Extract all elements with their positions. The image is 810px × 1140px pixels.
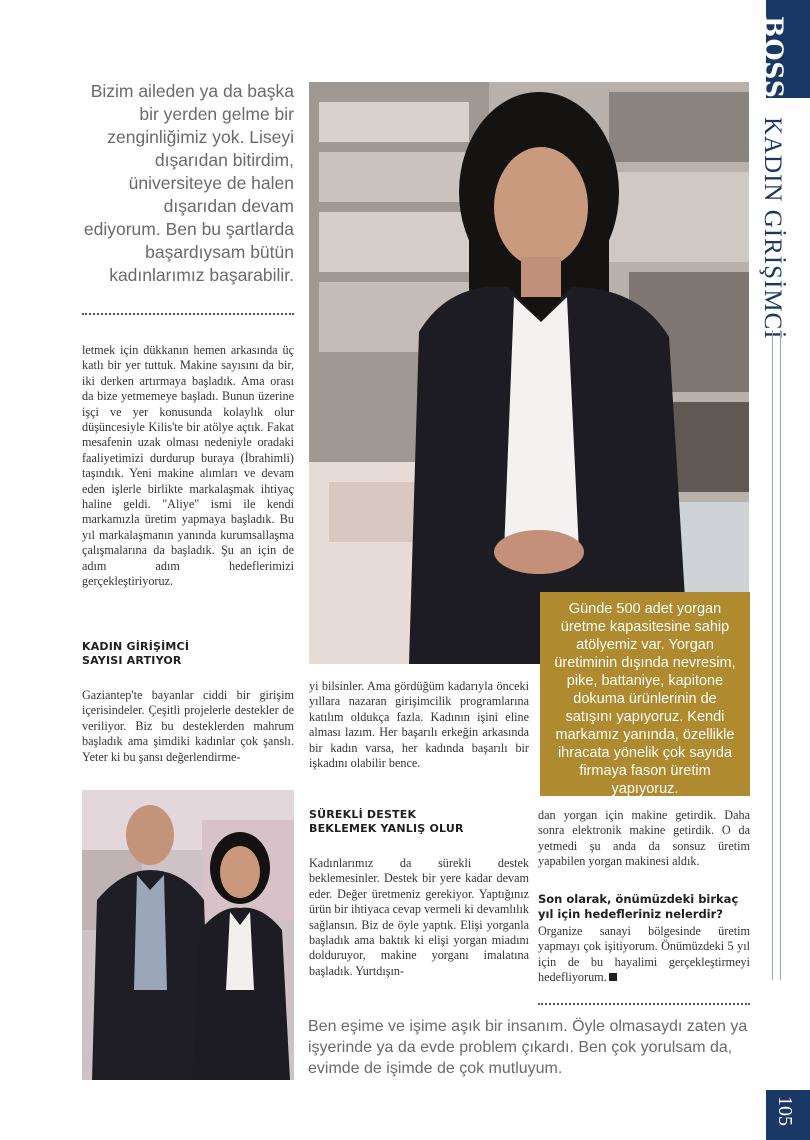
portrait-illustration bbox=[309, 82, 749, 664]
subheading-2 bbox=[309, 808, 529, 836]
body-text-col1: letmek için dükkanın hemen arkasında üç katlı bir yer tuttuk. Makine sayısını da bir, iki derken artırmaya başladık. Ama orası da bize yetmemeye başladı. Bunun üzerine işçi ve yer konusunda kolaylık olur düşüncesiyle Kilis'te bir atölye açtık. Fakat mesafenin uzak olması nedeniyle oradaki faaliyetimizi durdurup buraya (İbrahimli) taşındık. Yeni makine alımları ve devam eden işlerle birlikte markalaşmak ihtiyaç haline geldi. "Aliye" ismi ile kendi markamızla üretim yapmaya başladık. Bu yıl markalaşmanın yanında kurumsallaşma çalışmalarına da başladık. Şu an için de adım adım hedeflerimizi gerçekleştiriyoruz. bbox=[82, 343, 294, 589]
couple-photo bbox=[82, 790, 294, 1080]
body-text-col3-b: Organize sanayi bölgesinde üretim yapmayı çok işitiyorum. Önümüzdeki 5 yıl için de bu hayalimi gerçekleştirmeyi hedefliyorum. bbox=[538, 924, 750, 985]
body-text-col1-b: Gaziantep'te bayanlar ciddi bir girişim içerisindeler. Çeşitli projelerle destekler de veriliyor. Biz bu desteklerden mahrum başladık ama şimdiki kadınlar çok şanslı. Yeter ki bu şansı değerlendirme- bbox=[82, 688, 294, 764]
body-text-col3: dan yorgan için makine getirdik. Daha sonra elektronik makine getirdik. O da yetmedi şu anda da sonsuz üretim yapabilen yorgan makinesi aldık. bbox=[538, 808, 750, 869]
magazine-brand: BOSS bbox=[759, 16, 788, 99]
side-band bbox=[759, 0, 810, 1140]
page-number: 105 bbox=[774, 1096, 796, 1126]
pull-quote-bottom: Ben eşime ve işime aşık bir insanım. Öyle olmasaydı zaten ya işyerinde ya da evde problem çıkardı. Ben çok yorulsam da, evimde de işimde de çok mutluyum. bbox=[308, 1018, 748, 1077]
portrait-photo bbox=[309, 82, 749, 664]
subheading-1-line1: KADIN GİRİŞİMCİ bbox=[82, 640, 190, 653]
callout-box: Günde 500 adet yorgan üretme kapasitesine sahip atölyemiz var. Yorgan üretiminin dışında nevresim, pike, battaniye, kapitone dokuma ürünlerinin de satışını yapıyoruz. Kendi markamız yanında, özellikle ihracata yönelik çok sayıda firmaya fason üretim yapıyoruz. bbox=[540, 592, 750, 796]
subheading-2-line2: BEKLEMEK YANLIŞ OLUR bbox=[309, 822, 464, 835]
side-rule bbox=[772, 330, 773, 980]
side-rule bbox=[780, 330, 781, 980]
end-mark bbox=[609, 973, 617, 981]
body-text-col2: yi bilsinler. Ama gördüğüm kadarıyla önceki yıllara nazaran girişimcilik programlarına katılım oldukça fazla. Kadının işini eline alması lazım. Her başarılı erkeğin arkasında bir kadın varsa, her kadında başarılı bir işkadını olabilir bence. bbox=[309, 679, 529, 771]
section-title: KADIN GİRİŞİMCİ bbox=[759, 116, 786, 340]
dotted-divider-bottom bbox=[538, 1003, 750, 1005]
pull-quote-top: Bizim aileden ya da başka bir yerden gelme bir zenginliğimiz yok. Liseyi dışarıdan bitirdim, üniversiteye de halen dışarıdan devam ediyorum. Ben bu şartlarda başardıysam bütün kadınlarımız başarabilir. bbox=[83, 81, 294, 285]
couple-illustration bbox=[82, 790, 294, 1080]
body-text-col2-b: Kadınlarımız da sürekli destek beklemesinler. Destek bir yere kadar devam eder. Değer üretmeniz gerekiyor. Yaptığınız ürün bir ihtiyaca cevap vermeli ki devamlılık sağlansın. Biz de öyle yaptık. Elişi yorganla başladık ama baktık ki elişi yorgan miadını dolduruyor, makine yorganı imalatına başladık. Yurtdışın- bbox=[309, 856, 529, 978]
subheading-1 bbox=[82, 640, 294, 668]
subheading-1-line2: SAYISI ARTIYOR bbox=[82, 654, 182, 667]
question-block bbox=[538, 892, 750, 986]
subheading-2-line1: SÜREKLİ DESTEK bbox=[309, 808, 417, 821]
dotted-divider bbox=[82, 313, 294, 315]
question-heading: Son olarak, önümüzdeki birkaç yıl için hedefleriniz nelerdir? bbox=[538, 892, 739, 921]
side-label bbox=[758, 14, 788, 340]
